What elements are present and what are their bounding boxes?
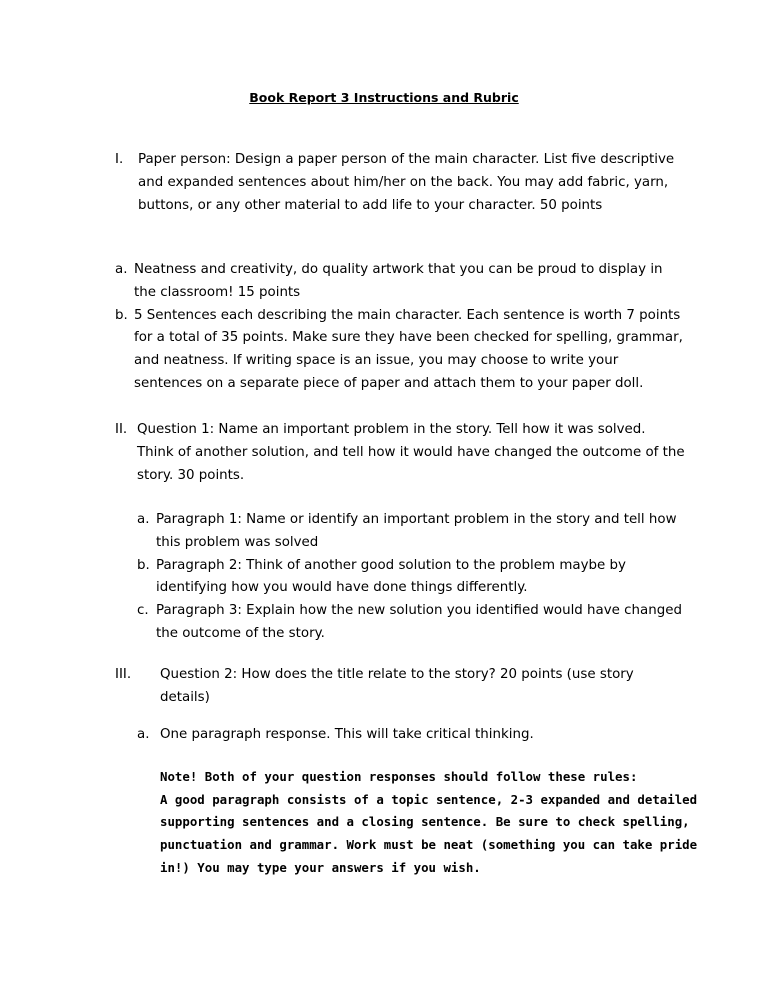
item-marker: b.	[115, 307, 128, 323]
item-marker: a.	[137, 727, 150, 742]
section-1-list	[115, 259, 685, 396]
section-2-text-wrap	[115, 419, 685, 487]
section-3-numeral: III.	[115, 667, 132, 682]
section-3-item-a	[137, 724, 685, 747]
item-text: Neatness and creativity, do quality artwork that you can be proud to display in the classroom! 15 points	[134, 262, 663, 300]
section-1-numeral: I.	[115, 152, 124, 167]
item-text: One paragraph response. This will take critical thinking.	[160, 727, 534, 742]
section-2-item-c	[137, 600, 685, 646]
item-marker: a.	[137, 512, 150, 527]
section-1-item-b	[115, 305, 685, 396]
section-2-text: Question 1: Name an important problem in the story. Tell how it was solved. Think of another solution, and tell how it would have changed the outcome of the story. 30 points.	[137, 422, 685, 483]
note-block	[160, 766, 700, 880]
section-2-list	[137, 509, 685, 646]
item-marker: c.	[137, 603, 149, 619]
section-1-item-a	[115, 259, 685, 305]
section-3	[115, 664, 685, 710]
section-2	[115, 419, 685, 487]
item-text: Paragraph 1: Name or identify an important problem in the story and tell how this problem was solved	[156, 512, 677, 550]
section-2-item-b	[137, 555, 685, 601]
section-3-text: Question 2: How does the title relate to the story? 20 points (use story details)	[160, 667, 634, 705]
item-marker: a.	[115, 262, 128, 277]
section-3-list	[137, 724, 685, 747]
section-1-text: Paper person: Design a paper person of the main character. List five descriptive and expanded sentences about him/her on the back. You may add fabric, yarn, buttons, or any other material to add life to your character. 50 points	[138, 152, 675, 213]
item-marker: b.	[137, 557, 150, 573]
note-heading: Note! Both of your question responses should follow these rules:	[160, 769, 638, 784]
item-text: Paragraph 2: Think of another good solution to the problem maybe by identifying how you would have done things differently.	[156, 557, 626, 596]
section-2-item-a	[137, 509, 685, 555]
section-3-text-wrap	[115, 664, 660, 710]
section-1	[115, 149, 685, 217]
item-text: 5 Sentences each describing the main character. Each sentence is worth 7 points for a total of 35 points. Make sure they have been checked for spelling, grammar, and neatness. If writing space is an issue, you may choose to write your sentences on a separate piece of paper and attach them to your paper doll.	[134, 307, 683, 391]
page-title: Book Report 3 Instructions and Rubric	[249, 90, 519, 105]
note-body: A good paragraph consists of a topic sentence, 2-3 expanded and detailed supporting sentences and a closing sentence. Be sure to check spelling, punctuation and grammar. Work must be neat (something you can take pride in!) You may type your answers if you wish.	[160, 791, 698, 875]
section-2-numeral: II.	[115, 422, 128, 437]
item-text: Paragraph 3: Explain how the new solution you identified would have changed the outcome of the story.	[156, 603, 682, 641]
section-1-text-wrap	[115, 149, 683, 217]
